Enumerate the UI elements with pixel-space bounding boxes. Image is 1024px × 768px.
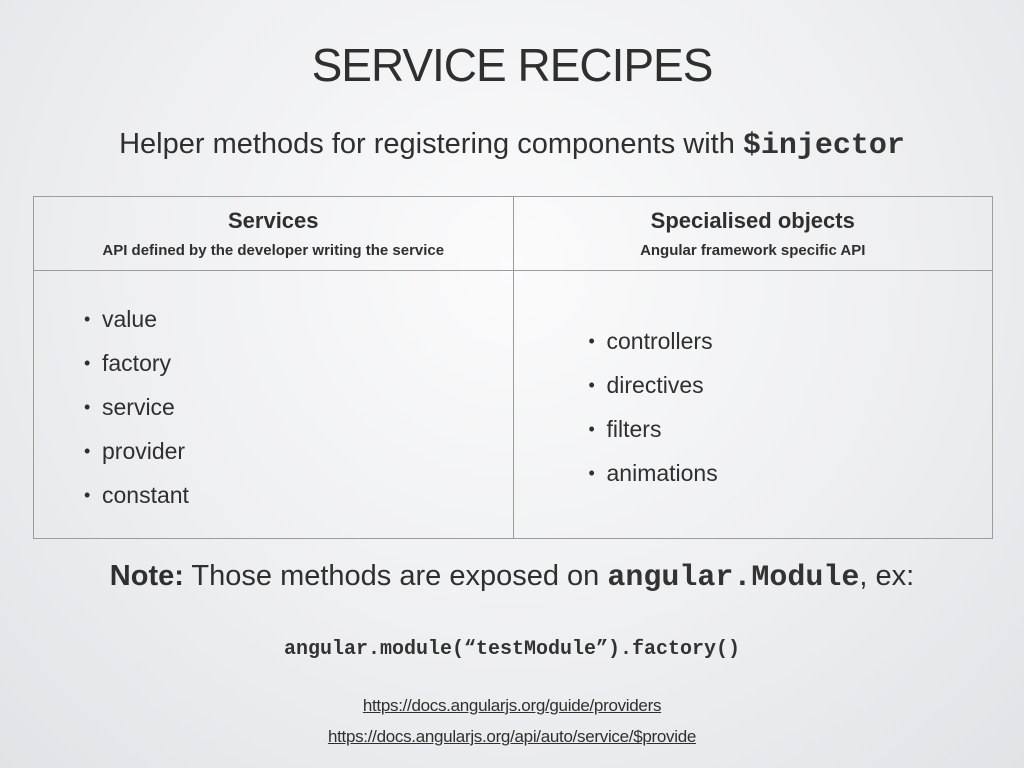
bullet-icon: • [84, 397, 91, 417]
specialised-header [513, 197, 993, 271]
example-code: angular.module(“testModule”).factory() [283, 638, 741, 661]
bullet-icon: • [588, 419, 595, 439]
list-item [589, 319, 718, 363]
table-header-row [34, 197, 993, 271]
list-item [589, 451, 718, 495]
list-item [84, 473, 189, 517]
list-item-label: constant [102, 482, 189, 508]
table-body-row [34, 271, 993, 539]
subtitle-text: Helper methods for registering components with [119, 128, 743, 160]
bullet-icon: • [84, 353, 91, 373]
note-text: Those methods are exposed on [183, 560, 608, 592]
list-item [589, 407, 718, 451]
list-item [84, 429, 189, 473]
list-item-label: filters [606, 416, 662, 442]
services-heading: Services [227, 208, 319, 233]
note-suffix: , ex: [859, 560, 915, 592]
note-line [0, 560, 1024, 595]
services-header [34, 197, 514, 271]
bullet-icon: • [84, 309, 91, 329]
list-item-label: animations [606, 460, 718, 486]
bullet-icon: • [84, 441, 91, 461]
list-item-label: factory [102, 350, 172, 376]
provide-api-link[interactable]: https://docs.angularjs.org/api/auto/service/$provide [327, 727, 697, 746]
recipes-table [33, 196, 993, 539]
list-item-label: directives [606, 372, 704, 398]
note-label: Note: [109, 560, 184, 592]
bullet-icon: • [588, 375, 595, 395]
bullet-icon: • [588, 331, 595, 351]
list-item [84, 297, 189, 341]
slide-title: SERVICE RECIPES [311, 39, 713, 91]
bullet-icon: • [588, 463, 595, 483]
list-item-label: provider [102, 438, 186, 464]
angular-module-code: angular.Module [607, 561, 860, 595]
slide-subtitle [0, 128, 1024, 163]
list-item-label: service [102, 394, 175, 420]
bullet-icon: • [84, 485, 91, 505]
list-item-label: value [102, 306, 157, 332]
injector-code: $injector [742, 129, 905, 163]
list-item-label: controllers [606, 328, 713, 354]
services-subheading: API defined by the developer writing the service [102, 242, 445, 259]
list-item [84, 385, 189, 429]
specialised-heading: Specialised objects [650, 208, 855, 233]
specialised-subheading: Angular framework specific API [640, 242, 866, 259]
providers-guide-link[interactable]: https://docs.angularjs.org/guide/providers [362, 696, 662, 715]
services-cell [34, 271, 514, 539]
specialised-cell [513, 271, 993, 539]
services-list [84, 297, 189, 517]
list-item [589, 363, 718, 407]
list-item [84, 341, 189, 385]
specialised-list [589, 319, 718, 495]
